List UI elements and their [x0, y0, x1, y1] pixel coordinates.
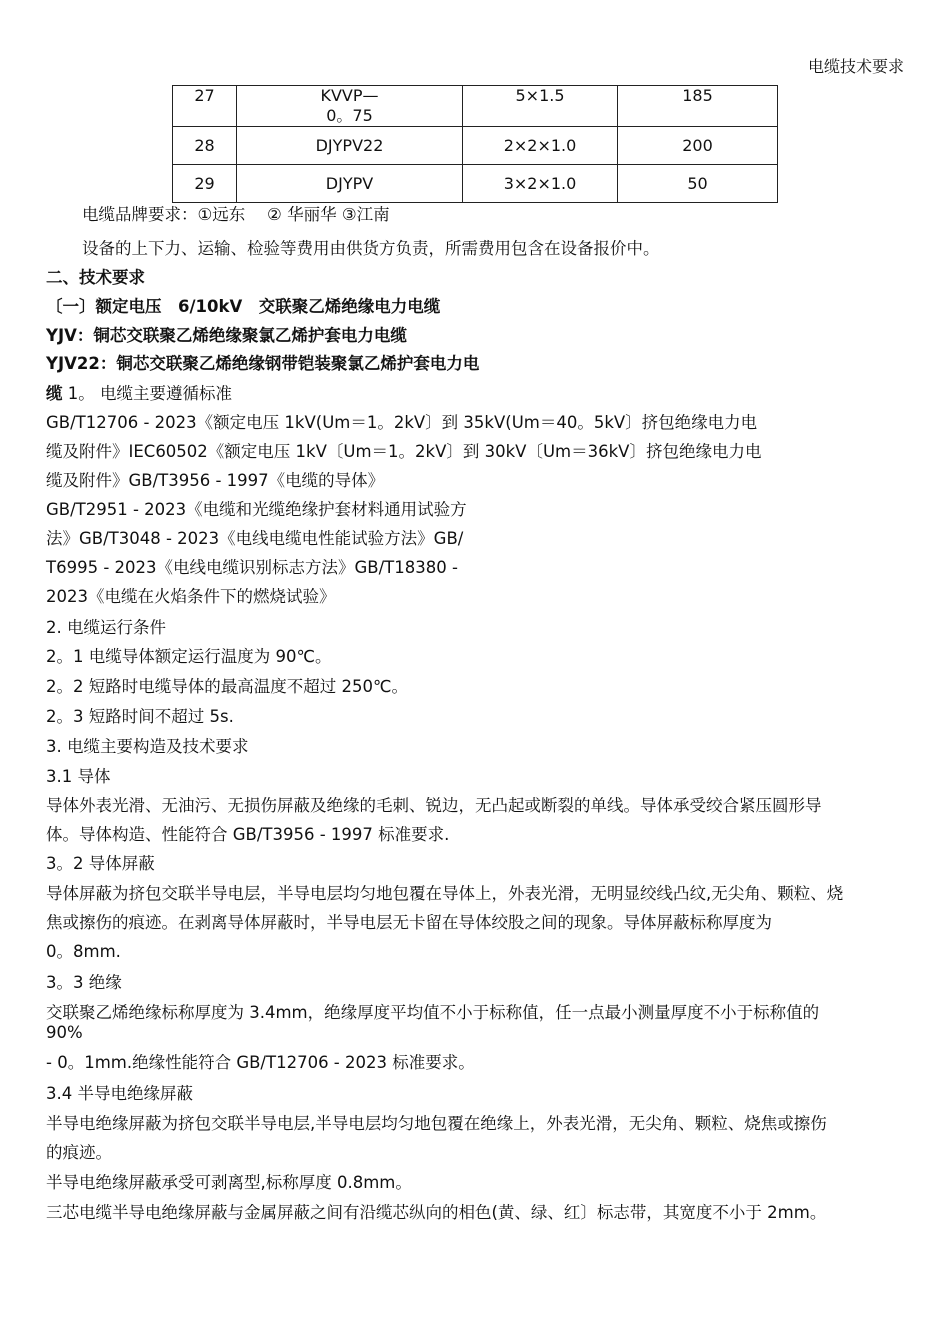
section-heading: 3.1 导体	[46, 767, 111, 786]
paragraph-line: 2。3 短路时间不超过 5s.	[46, 707, 234, 726]
paragraph-line: 的痕迹。	[46, 1143, 112, 1162]
paragraph-line: 缆及附件》GB/T3956 - 1997《电缆的导体》	[46, 471, 385, 490]
paragraph-line: 半导电绝缘屏蔽承受可剥离型,标称厚度 0.8mm。	[46, 1173, 412, 1192]
cable-spec-table	[172, 85, 778, 203]
paragraph-line: 体。导体构造、性能符合 GB/T3956 - 1997 标准要求.	[46, 825, 450, 844]
paragraph-line: 法》GB/T3048 - 2023《电线电缆电性能试验方法》GB/	[46, 529, 464, 548]
paragraph-line: GB/T12706 - 2023《额定电压 1kV(Um＝1。2kV〕到 35kV(Um＝40。5kV〕挤包绝缘电力电	[46, 413, 758, 432]
table-cell-model: KVVP— 0。75	[237, 86, 463, 127]
section-heading: 3.4 半导电绝缘屏蔽	[46, 1084, 193, 1103]
paragraph-line: 缆及附件》IEC60502《额定电压 1kV〔Um＝1。2kV〕到 30kV〔Um＝36kV〕挤包绝缘电力电	[46, 442, 762, 461]
paragraph-line: 导体屏蔽为挤包交联半导电层，半导电层均匀地包覆在导体上，外表光滑，无明显绞线凸纹,无尖角、颗粒、烧	[46, 884, 844, 903]
table-cell-no: 27	[173, 86, 237, 127]
table-cell-model: DJYPV	[237, 165, 463, 203]
table-cell-no: 29	[173, 165, 237, 203]
cable-type-yjv: YJV：铜芯交联聚乙烯绝缘聚氯乙烯护套电力电缆	[46, 326, 407, 345]
table-cell-model: DJYPV22	[237, 127, 463, 165]
table-row	[173, 127, 778, 165]
table-cell-qty: 50	[618, 165, 778, 203]
table-cell-no: 28	[173, 127, 237, 165]
paragraph-line: 90%	[46, 1023, 83, 1042]
table-cell-qty: 185	[618, 86, 778, 127]
paragraph-line: - 0。1mm.绝缘性能符合 GB/T12706 - 2023 标准要求。	[46, 1053, 475, 1072]
section-heading: 3。2 导体屏蔽	[46, 854, 155, 873]
subsection-heading: 〔一〕额定电压 6/10kV 交联聚乙烯绝缘电力电缆	[46, 297, 441, 316]
table-cell-qty: 200	[618, 127, 778, 165]
standards-heading: 缆 1。 电缆主要遵循标准	[46, 384, 232, 403]
page-header: 电缆技术要求	[807, 57, 904, 76]
paragraph-line: GB/T2951 - 2023《电缆和光缆绝缘护套材料通用试验方	[46, 500, 467, 519]
paragraph-line: 0。8mm.	[46, 942, 121, 961]
paragraph-line: 2023《电缆在火焰条件下的燃烧试验》	[46, 587, 336, 606]
table-row	[173, 86, 778, 127]
paragraph-line: 2。2 短路时电缆导体的最高温度不超过 250℃。	[46, 677, 409, 696]
table-cell-spec: 3×2×1.0	[463, 165, 618, 203]
table-cell-spec: 5×1.5	[463, 86, 618, 127]
paragraph-line: 交联聚乙烯绝缘标称厚度为 3.4mm，绝缘厚度平均值不小于标称值，任一点最小测量厚度不小于标称值的	[46, 1003, 820, 1022]
cable-type-yjv22: YJV22：铜芯交联聚乙烯绝缘钢带铠装聚氯乙烯护套电力电	[46, 354, 480, 373]
paragraph-line: 三芯电缆半导电绝缘屏蔽与金属屏蔽之间有沿缆芯纵向的相色(黄、绿、红〕标志带，其宽度不小于 2mm。	[46, 1203, 827, 1222]
section-heading: 2. 电缆运行条件	[46, 618, 166, 637]
paragraph-line: 半导电绝缘屏蔽为挤包交联半导电层,半导电层均匀地包覆在绝缘上，外表光滑，无尖角、颗粒、烧焦或擦伤	[46, 1114, 827, 1133]
section-heading: 3。3 绝缘	[46, 973, 122, 992]
section-heading: 3. 电缆主要构造及技术要求	[46, 737, 249, 756]
brand-requirement: 电缆品牌要求：①远东 ② 华丽华 ③江南	[82, 205, 390, 224]
section-heading: 二、技术要求	[46, 268, 145, 287]
paragraph-line: 2。1 电缆导体额定运行温度为 90℃。	[46, 647, 332, 666]
cost-note: 设备的上下力、运输、检验等费用由供货方负责，所需费用包含在设备报价中。	[82, 239, 660, 258]
paragraph-line: 导体外表光滑、无油污、无损伤屏蔽及绝缘的毛刺、锐边，无凸起或断裂的单线。导体承受绞合紧压圆形导	[46, 796, 822, 815]
table-row	[173, 165, 778, 203]
paragraph-line: 焦或擦伤的痕迹。在剥离导体屏蔽时，半导电层无卡留在导体绞股之间的现象。导体屏蔽标称厚度为	[46, 913, 772, 932]
paragraph-line: T6995 - 2023《电线电缆识别标志方法》GB/T18380 -	[46, 558, 458, 577]
table-cell-spec: 2×2×1.0	[463, 127, 618, 165]
